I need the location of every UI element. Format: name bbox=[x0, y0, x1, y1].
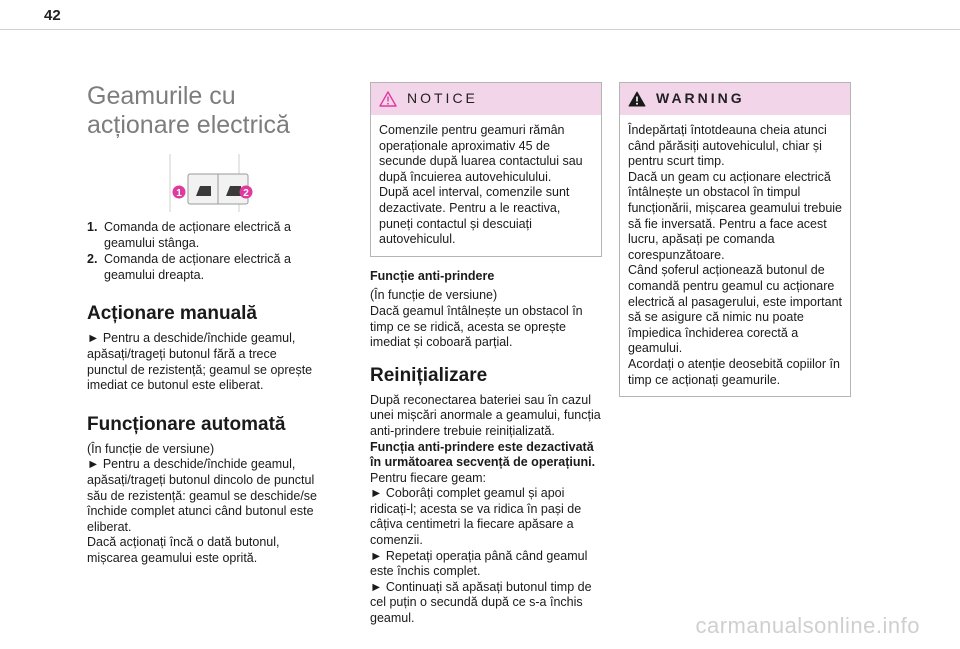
automatic-text-2: Dacă acționați încă o dată butonul, mișcarea geamului este oprită. bbox=[87, 535, 280, 565]
column-3 bbox=[619, 82, 851, 409]
notice-label: NOTICE bbox=[407, 90, 478, 107]
section-heading-manual: Acționare manuală bbox=[87, 303, 257, 325]
section-heading-reinit: Reinițializare bbox=[370, 364, 488, 386]
notice-warning-icon bbox=[379, 91, 397, 107]
watermark: carmanualsonline.info bbox=[695, 613, 920, 638]
column-1 bbox=[87, 82, 319, 567]
section-heading-automatic: Funcționare automată bbox=[87, 413, 286, 435]
anti-pinch-note: (În funcție de versiune) bbox=[370, 288, 498, 303]
header-divider bbox=[0, 29, 960, 30]
reinit-step-2: ► Repetați operația până când geamul este închis complet. bbox=[370, 548, 588, 579]
page-title: Geamurile cu acționare electrică bbox=[87, 82, 290, 139]
warning-icon bbox=[628, 91, 646, 107]
anti-pinch-text: Dacă geamul întâlnește un obstacol în timp ce se ridică, acesta se oprește imediat și coboară parțial. bbox=[370, 303, 583, 350]
reinit-text-2: Pentru fiecare geam: bbox=[370, 470, 487, 485]
warning-label: WARNING bbox=[656, 90, 745, 107]
reinit-step-3: ► Continuați să apăsați butonul timp de cel puțin o secundă după ce s-a închis geamul. bbox=[370, 579, 592, 626]
legend-list bbox=[87, 220, 319, 283]
warning-text-3: Când șoferul acționează butonul de comandă pentru geamul cu acționare electrică al pasagerului, este important să se asigure că nimic nu poate împiedica închiderea corectă a geamului. bbox=[628, 263, 843, 356]
warning-body bbox=[620, 115, 850, 396]
automatic-text-1: ► Pentru a deschide/închide geamul, apăsați/trageți butonul dincolo de punctul său de rezistență: geamul se deschide/se închide complet atunci când butonul este eliberat. bbox=[87, 457, 317, 534]
window-switch-figure bbox=[87, 154, 319, 214]
warning-text-1: Îndepărtați întotdeauna cheia atunci când părăsiți autovehiculul, chiar și pentru scurt timp. bbox=[628, 123, 827, 169]
notice-header bbox=[371, 83, 601, 115]
warning-text-2: Dacă un geam cu acționare electrică întâlnește un obstacol în timpul funcționării, mișcarea geamului trebuie să fie inversată. Pentru a face acest lucru, apăsați pe comanda corespunzătoare. bbox=[628, 169, 842, 262]
notice-body bbox=[371, 115, 601, 256]
column-2 bbox=[370, 82, 602, 627]
warning-text-4: Acordați o atenție deosebită copiilor în timp ce acționați geamurile. bbox=[628, 356, 840, 387]
notice-text-1: Comenzile pentru geamuri rămân operaționale aproximativ 45 de secunde după luarea contactului sau după încuierea autovehiculului. bbox=[379, 123, 583, 184]
notice-box bbox=[370, 82, 602, 257]
reinit-bold-text: Funcția anti-prindere este dezactivată în următoarea secvență de operațiuni. bbox=[370, 439, 596, 470]
warning-box bbox=[619, 82, 851, 397]
reinit-text-1: După reconectarea bateriei sau în cazul unei mișcări anormale a geamului, funcția anti-prindere trebuie reinițializată. bbox=[370, 392, 601, 438]
callout-1: 1 bbox=[176, 188, 182, 199]
manual-text: ► Pentru a deschide/închide geamul, apăsați/trageți butonul fără a trece punctul de rezistență; geamul se oprește imediat ce butonul este eliberat. bbox=[87, 331, 313, 393]
reinit-step-1: ► Coborâți complet geamul și apoi ridicați-l; acesta se va ridica în pași de câțiva centimetri la fiecare apăsare a comenzii. bbox=[370, 486, 582, 548]
list-item: 1. Comanda de acționare electrică a geamului stânga. bbox=[87, 220, 291, 250]
warning-header bbox=[620, 83, 850, 115]
window-switch-illustration bbox=[87, 154, 319, 214]
automatic-note: (În funcție de versiune) bbox=[87, 441, 215, 456]
page-number: 42 bbox=[44, 7, 61, 24]
list-item: 2. Comanda de acționare electrică a geamului dreapta. bbox=[87, 252, 291, 282]
notice-text-2: După acel interval, comenzile sunt dezactivate. Pentru a le reactiva, puneți contactul și descuiați autovehiculul. bbox=[379, 185, 570, 247]
section-heading-anti-pinch: Funcție anti-prindere bbox=[370, 268, 495, 283]
callout-2: 2 bbox=[243, 188, 249, 199]
